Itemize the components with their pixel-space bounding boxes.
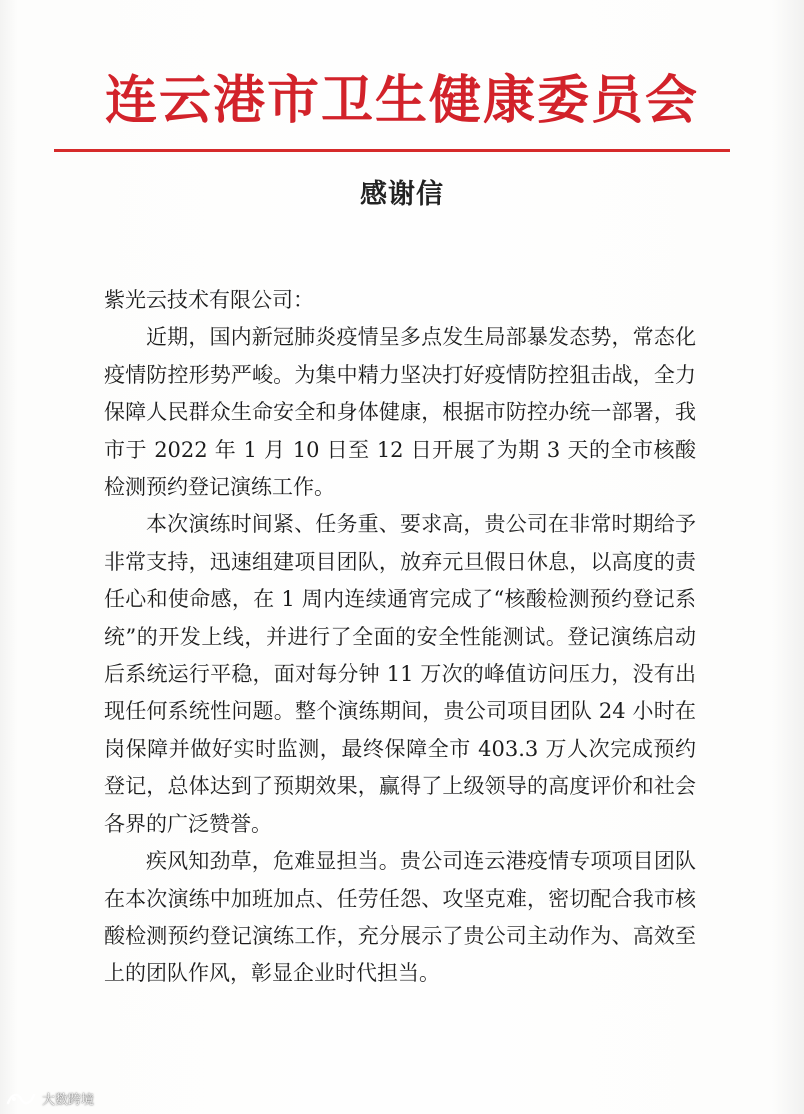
watermark-text: 大数跨境 bbox=[42, 1093, 95, 1108]
salutation: 紫光云技术有限公司： bbox=[104, 288, 314, 312]
paragraph-3: 疾风知劲草，危难显担当。贵公司连云港疫情专项项目团队在本次演练中加班加点、任劳任怨、攻坚克难，密切配合我市核酸检测预约登记演练工作，充分展示了贵公司主动作为、高效至上的团队作风，彰显企业时代担当。 bbox=[104, 849, 696, 986]
paragraph-1: 近期，国内新冠肺炎疫情呈多点发生局部暴发态势，常态化疫情防控形势严峻。为集中精力坚决打好疫情防控狙击战，全力保障人民群众生命安全和身体健康，根据市防控办统一部署，我市于 2022 年 1 月 10 日至 12 日开展了为期 3 天的全市核酸检测预约登记演练工作。 bbox=[104, 325, 696, 500]
paragraph-2: 本次演练时间紧、任务重、要求高，贵公司在非常时期给予非常支持，迅速组建项目团队，放弃元旦假日休息，以高度的责任心和使命感，在 1 周内连续通宵完成了“核酸检测预约登记系统”的开发上线，并进行了全面的安全性能测试。登记演练启动后系统运行平稳，面对每分钟 11 万次的峰值访问压力，没有出现任何系统性问题。整个演练期间，贵公司项目团队 24 小时在岗保障并做好实时监测，最终保障全市 403.3 万人次完成预约登记，总体达到了预期效果，赢得了上级领导的高度评价和社会各界的广泛赞誉。 bbox=[104, 512, 696, 836]
letterhead-org-name: 连云港市卫生健康委员会 bbox=[104, 70, 699, 131]
watermark bbox=[6, 1089, 94, 1108]
letterhead-red-rule bbox=[54, 149, 730, 152]
letter-body bbox=[104, 282, 696, 993]
dashu-logo-icon bbox=[6, 1091, 36, 1107]
letter-title: 感谢信 bbox=[360, 179, 444, 210]
